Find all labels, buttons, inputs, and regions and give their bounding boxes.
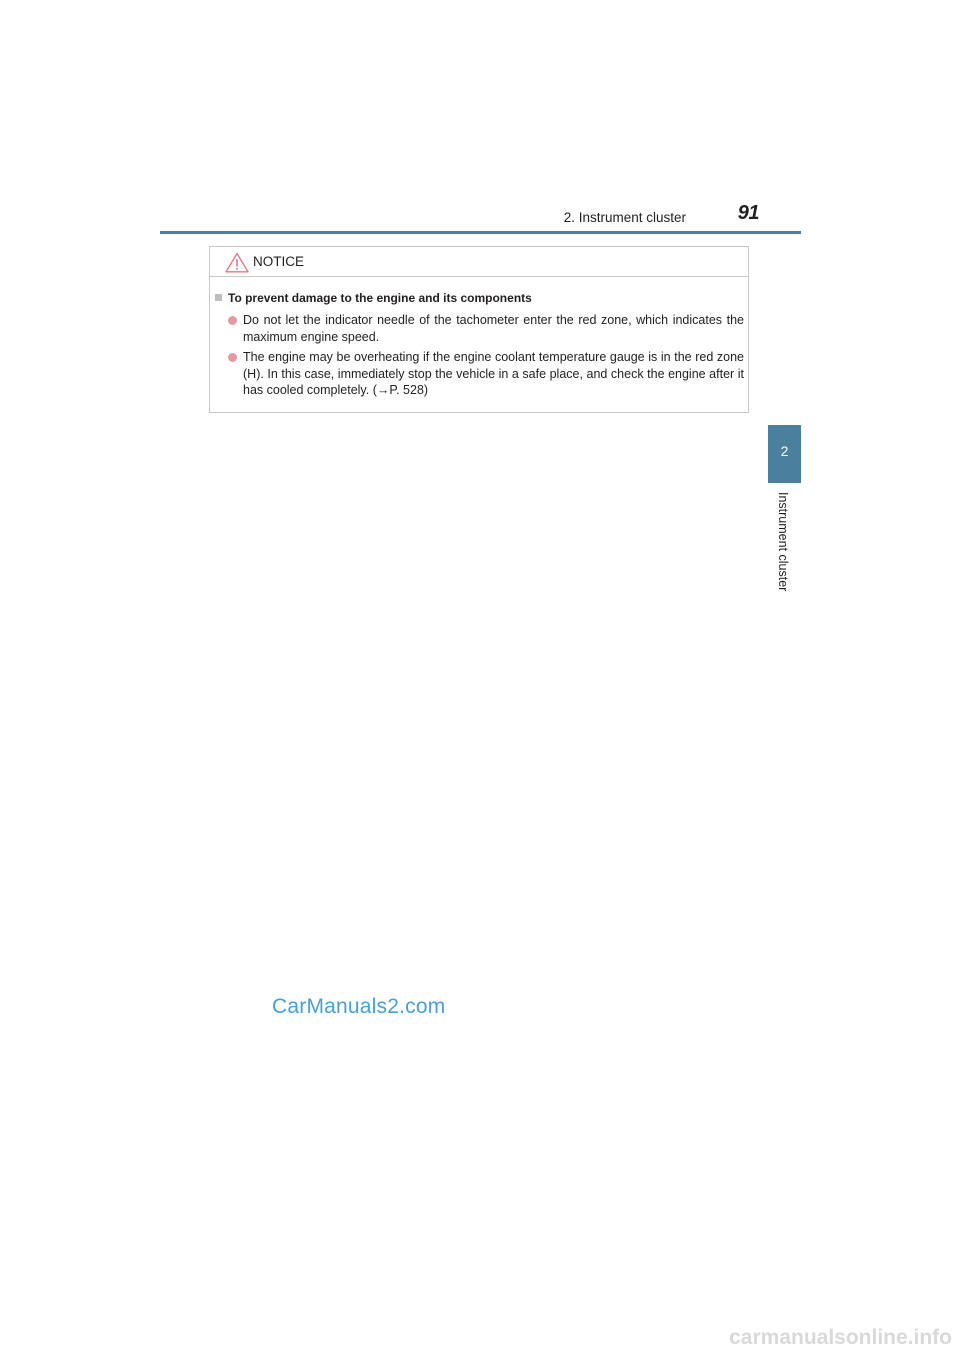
watermark-carmanualsonline: carmanualsonline.info: [729, 1326, 952, 1349]
chapter-tab: [768, 425, 801, 483]
header-rule: [160, 231, 801, 234]
section-title: 2. Instrument cluster: [563, 210, 686, 225]
notice-heading: [215, 291, 532, 305]
page-header: [160, 200, 801, 234]
bullet-dot-icon: [228, 316, 237, 325]
watermark-carmanuals2: CarManuals2.com: [272, 995, 446, 1018]
chapter-side-label: [772, 492, 794, 610]
list-item: [228, 312, 744, 345]
notice-box: [209, 246, 749, 413]
notice-header: [210, 247, 748, 277]
list-item-text: Do not let the indicator needle of the tachometer enter the red zone, which indicates the maximum engine speed.: [243, 313, 744, 344]
list-item-text: The engine may be overheating if the engine coolant temperature gauge is in the red zone (H). In this case, immediately stop the vehicle in a safe place, and check the engine after it has cooled completely. (→P. 528): [243, 350, 744, 397]
bullet-dot-icon: [228, 353, 237, 362]
chapter-number: 2: [780, 443, 789, 459]
chapter-label: Instrument cluster: [776, 492, 790, 592]
notice-title: NOTICE: [253, 254, 305, 269]
warning-triangle-icon: [225, 252, 249, 273]
square-bullet-icon: [215, 294, 222, 301]
notice-heading-text: To prevent damage to the engine and its components: [228, 291, 532, 305]
list-item: [228, 349, 744, 399]
page-number: 91: [737, 202, 759, 224]
